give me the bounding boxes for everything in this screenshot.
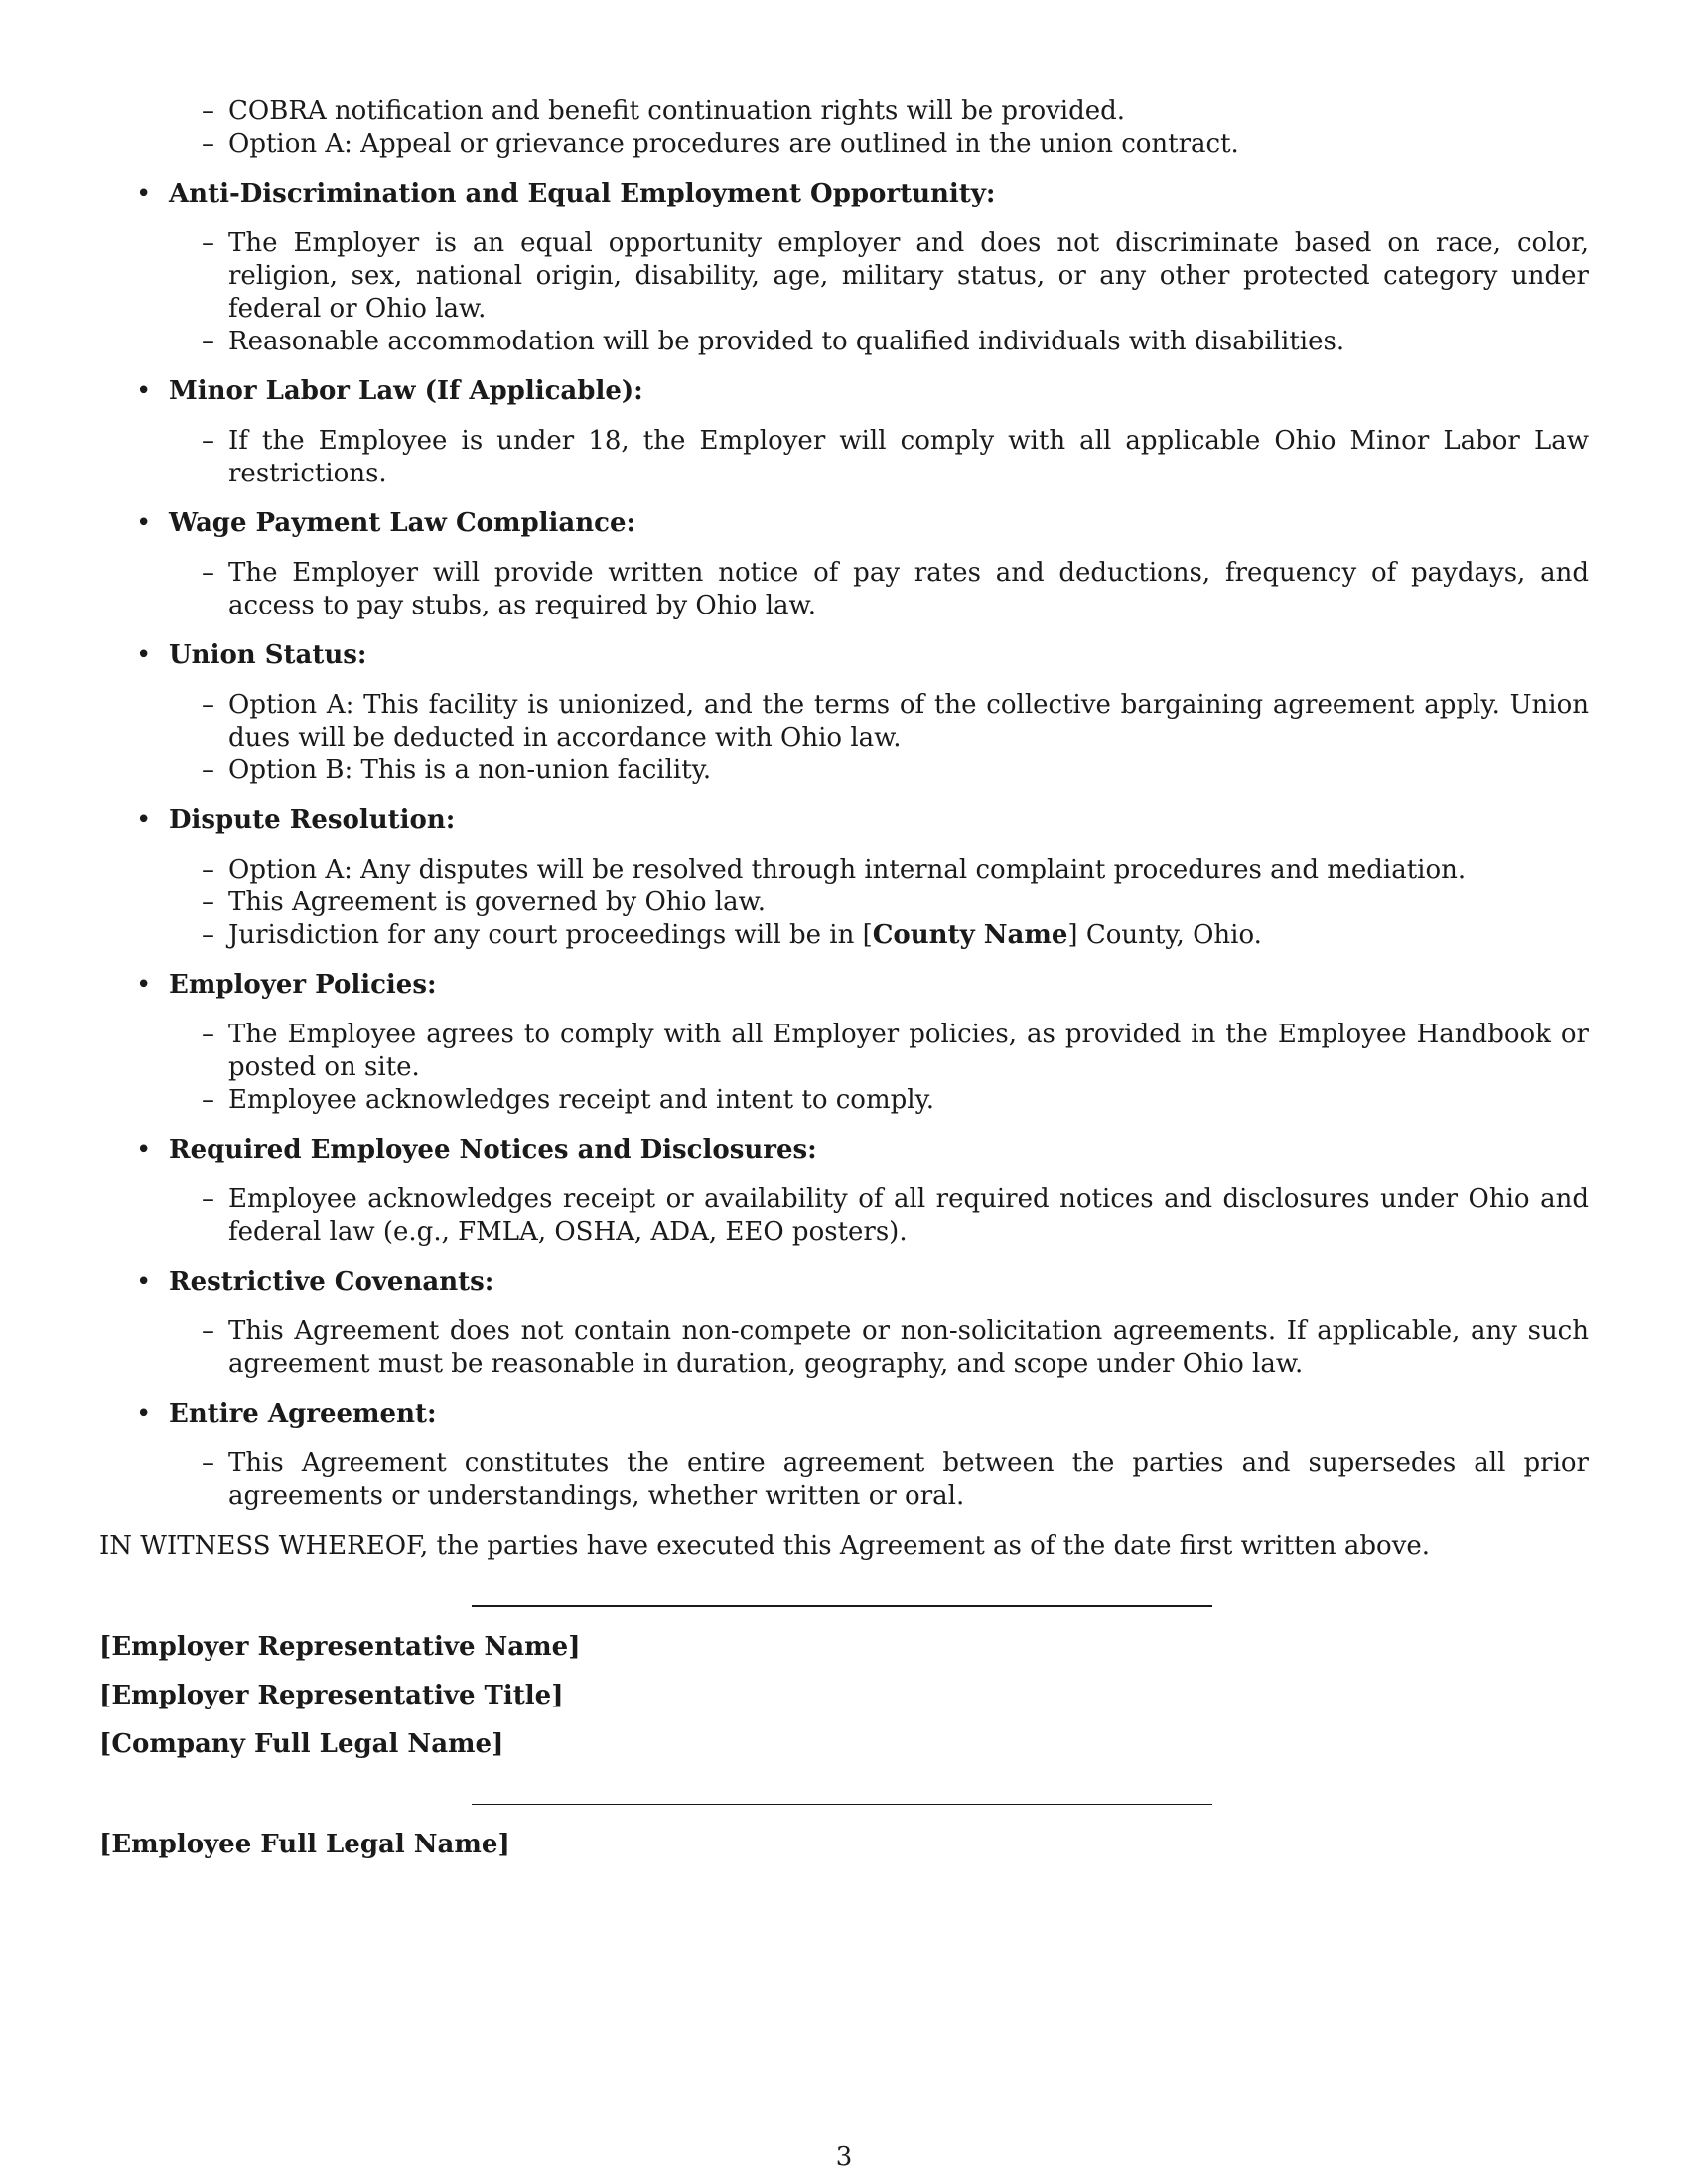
sub-item: – The Employer is an equal opportunity employer and does not discriminate based on race, color, religion, sex, national origin, disability, age, military status, or any other protected category under federal or Ohio law. — [99, 227, 1589, 326]
sub-item: – This Agreement is governed by Ohio law. — [99, 887, 1589, 919]
witness-statement: IN WITNESS WHEREOF, the parties have executed this Agreement as of the date first written above. — [99, 1531, 1431, 1561]
section-heading-required-notices: • Required Employee Notices and Disclosures: — [99, 1134, 1589, 1166]
sub-item: – Option B: This is a non-union facility. — [99, 754, 1589, 787]
sub-item-jurisdiction — [99, 919, 1589, 952]
page-number: 3 — [835, 2142, 853, 2172]
sub-item: – COBRA notification and benefit continuation rights will be provided. — [99, 95, 1589, 128]
employee-signature-line — [472, 1804, 1212, 1805]
section-heading-restrictive-covenants: • Restrictive Covenants: — [99, 1266, 1589, 1298]
sub-item: – The Employee agrees to comply with all Employer policies, as provided in the Employee Handbook or posted on site. — [99, 1019, 1589, 1084]
sub-item: – This Agreement constitutes the entire agreement between the parties and supersedes all prior agreements or understandings, whether written or oral. — [99, 1447, 1589, 1513]
sub-item: – Reasonable accommodation will be provided to qualified individuals with disabilities. — [99, 326, 1589, 358]
employer-signature-line — [472, 1605, 1212, 1607]
sub-item: – Option A: Any disputes will be resolved through internal complaint procedures and mediation. — [99, 854, 1589, 887]
sub-item: – Employee acknowledges receipt or availability of all required notices and disclosures under Ohio and federal law (e.g., FMLA, OSHA, ADA, EEO posters). — [99, 1183, 1589, 1249]
employer-rep-title: [Employer Representative Title] — [99, 1681, 564, 1710]
sub-item: – If the Employee is under 18, the Employer will comply with all applicable Ohio Minor Labor Law restrictions. — [99, 425, 1589, 490]
employee-legal-name-text: Employee Full Legal Name — [111, 1830, 498, 1859]
section-heading-employer-policies: • Employer Policies: — [99, 969, 1589, 1002]
employer-rep-name: [Employer Representative Name] — [99, 1632, 581, 1662]
section-heading-entire-agreement: • Entire Agreement: — [99, 1398, 1589, 1431]
company-legal-name: [Company Full Legal Name] — [99, 1729, 504, 1759]
section-heading-minor-labor-law: • Minor Labor Law (If Applicable): — [99, 375, 1589, 408]
sub-item: – Employee acknowledges receipt and intent to comply. — [99, 1084, 1589, 1117]
sub-item: – Option A: This facility is unionized, and the terms of the collective bargaining agreement apply. Union dues will be deducted in accordance with Ohio law. — [99, 689, 1589, 754]
section-heading-union-status: • Union Status: — [99, 639, 1589, 672]
employee-legal-name: [Employee Full Legal Name] — [99, 1830, 510, 1859]
sub-item: – This Agreement does not contain non-compete or non-solicitation agreements. If applicable, any such agreement must be reasonable in duration, geography, and scope under Ohio law. — [99, 1315, 1589, 1381]
intro-items — [99, 95, 1589, 161]
employer-rep-name-text: Employer Representative Name — [111, 1632, 569, 1662]
county-name-placeholder: County Name — [872, 920, 1068, 950]
sub-item: – Option A: Appeal or grievance procedures are outlined in the union contract. — [99, 128, 1589, 161]
jurisdiction-text-after: ] County, Ohio. — [1067, 920, 1262, 950]
sub-item: – The Employer will provide written notice of pay rates and deductions, frequency of paydays, and access to pay stubs, as required by Ohio law. — [99, 557, 1589, 622]
company-legal-name-text: Company Full Legal Name — [111, 1729, 492, 1759]
section-heading-anti-discrimination: • Anti-Discrimination and Equal Employment Opportunity: — [99, 178, 1589, 210]
jurisdiction-text-before: Jurisdiction for any court proceedings will be in [ — [228, 920, 873, 950]
document-body — [99, 95, 1589, 1861]
section-heading-dispute-resolution: • Dispute Resolution: — [99, 804, 1589, 837]
section-heading-wage-payment: • Wage Payment Law Compliance: — [99, 507, 1589, 540]
employer-rep-title-text: Employer Representative Title — [111, 1681, 552, 1710]
